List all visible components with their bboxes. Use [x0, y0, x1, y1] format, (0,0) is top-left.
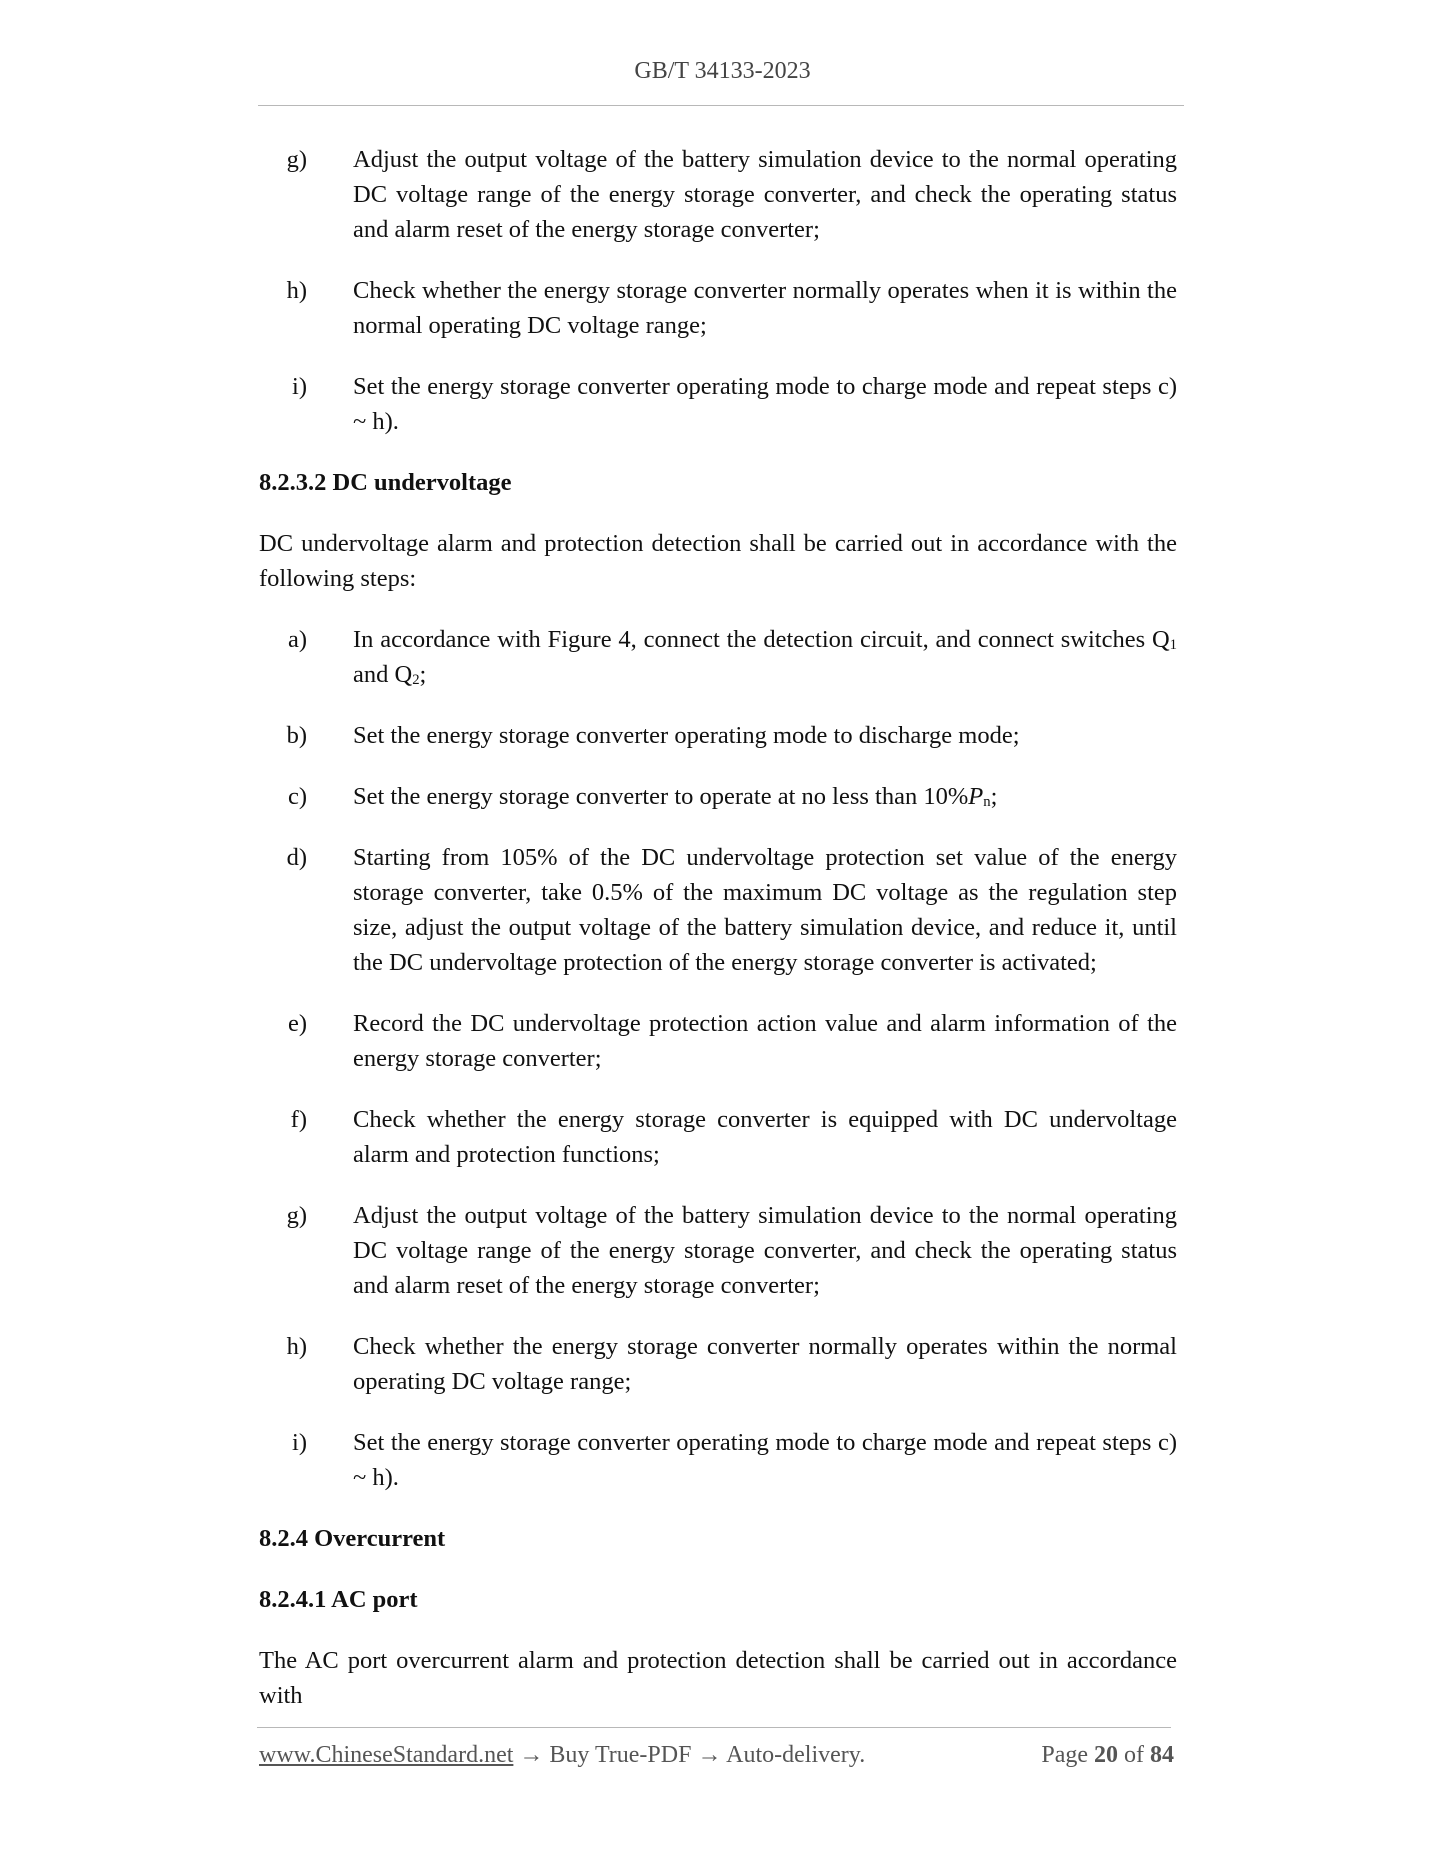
list-item [259, 1198, 1177, 1303]
arrow-icon: → [697, 1742, 722, 1768]
footer-divider [257, 1727, 1171, 1728]
list-item [259, 273, 1177, 343]
list-item-text: Check whether the energy storage converter normally operates when it is within the normal operating DC voltage range; [353, 277, 1177, 339]
page-content [259, 142, 1177, 1739]
list-item-text: In accordance with Figure 4, connect the detection circuit, and connect switches $Q_1$ and $Q_2$; [353, 626, 1177, 688]
of-word: of [1124, 1742, 1144, 1768]
list-item [259, 779, 1177, 814]
list-item-label: e) [287, 1010, 307, 1037]
section-intro-paragraph: The AC port overcurrent alarm and protection detection shall be carried out in accordance with [259, 1647, 1177, 1709]
arrow-icon: → [519, 1742, 544, 1768]
page-word: Page [1041, 1742, 1088, 1768]
list-item-label: g) [286, 146, 307, 173]
auto-delivery-text: Auto-delivery. [726, 1742, 866, 1768]
list-item [259, 1006, 1177, 1076]
list-item-text: Set the energy storage converter operating mode to discharge mode; [353, 722, 1020, 749]
section-heading-8-2-3-2: 8.2.3.2 DC undervoltage [259, 469, 512, 496]
list-item [259, 840, 1177, 980]
list-item-label: b) [286, 722, 307, 749]
page-indicator [1041, 1742, 1174, 1769]
list-item-label: c) [287, 783, 307, 810]
website-link[interactable]: www.ChineseStandard.net [259, 1742, 514, 1768]
list-item [259, 1329, 1177, 1399]
document-header-title: GB/T 34133-2023 [634, 58, 811, 84]
section-heading-8-2-4-1: 8.2.4.1 AC port [259, 1586, 418, 1613]
list-item [259, 622, 1177, 692]
buy-pdf-text: Buy True-PDF [549, 1742, 692, 1768]
list-item-label: h) [286, 277, 307, 304]
list-item-text: Starting from 105% of the DC undervoltage protection set value of the energy storage converter, take 0.5% of the maximum DC voltage as the regulation step size, adjust the output voltage of the battery simulation device, and reduce it, until the DC undervoltage protection of the energy storage converter is activated; [353, 844, 1177, 976]
list-item-text: Set the energy storage converter operating mode to charge mode and repeat steps c) ~ h). [353, 1429, 1177, 1491]
list-item-text: Set the energy storage converter operating mode to charge mode and repeat steps c) ~ h). [353, 373, 1177, 435]
list-item-text: Check whether the energy storage converter is equipped with DC undervoltage alarm and protection functions; [353, 1106, 1177, 1168]
list-item [259, 369, 1177, 439]
section-intro-paragraph: DC undervoltage alarm and protection detection shall be carried out in accordance with the following steps: [259, 530, 1177, 592]
page-number: 20 [1094, 1742, 1118, 1768]
footer-promo [259, 1742, 865, 1769]
list-item-label: i) [292, 373, 307, 400]
list-item [259, 1425, 1177, 1495]
list-item [259, 142, 1177, 247]
list-item-text: Check whether the energy storage converter normally operates within the normal operating DC voltage range; [353, 1333, 1177, 1395]
list-item-text: Adjust the output voltage of the battery simulation device to the normal operating DC voltage range of the energy storage converter, and check the operating status and alarm reset of the energy storage converter; [353, 146, 1177, 243]
list-item-label: a) [287, 626, 307, 653]
section-heading-8-2-4: 8.2.4 Overcurrent [259, 1525, 446, 1552]
list-item [259, 718, 1177, 753]
header-divider [258, 105, 1184, 106]
list-item-label: f) [290, 1106, 307, 1133]
list-item [259, 1102, 1177, 1172]
list-item-label: i) [292, 1429, 307, 1456]
list-item-text: Adjust the output voltage of the battery simulation device to the normal operating DC voltage range of the energy storage converter, and check the operating status and alarm reset of the energy storage converter; [353, 1202, 1177, 1299]
list-item-label: g) [286, 1202, 307, 1229]
page-footer [259, 1742, 1174, 1769]
page-total: 84 [1150, 1742, 1174, 1768]
list-item-label: d) [286, 844, 307, 871]
list-item-label: h) [286, 1333, 307, 1360]
list-item-text: Record the DC undervoltage protection action value and alarm information of the energy storage converter; [353, 1010, 1177, 1072]
list-item-text: Set the energy storage converter to operate at no less than $10\%P_n$; [353, 783, 998, 810]
